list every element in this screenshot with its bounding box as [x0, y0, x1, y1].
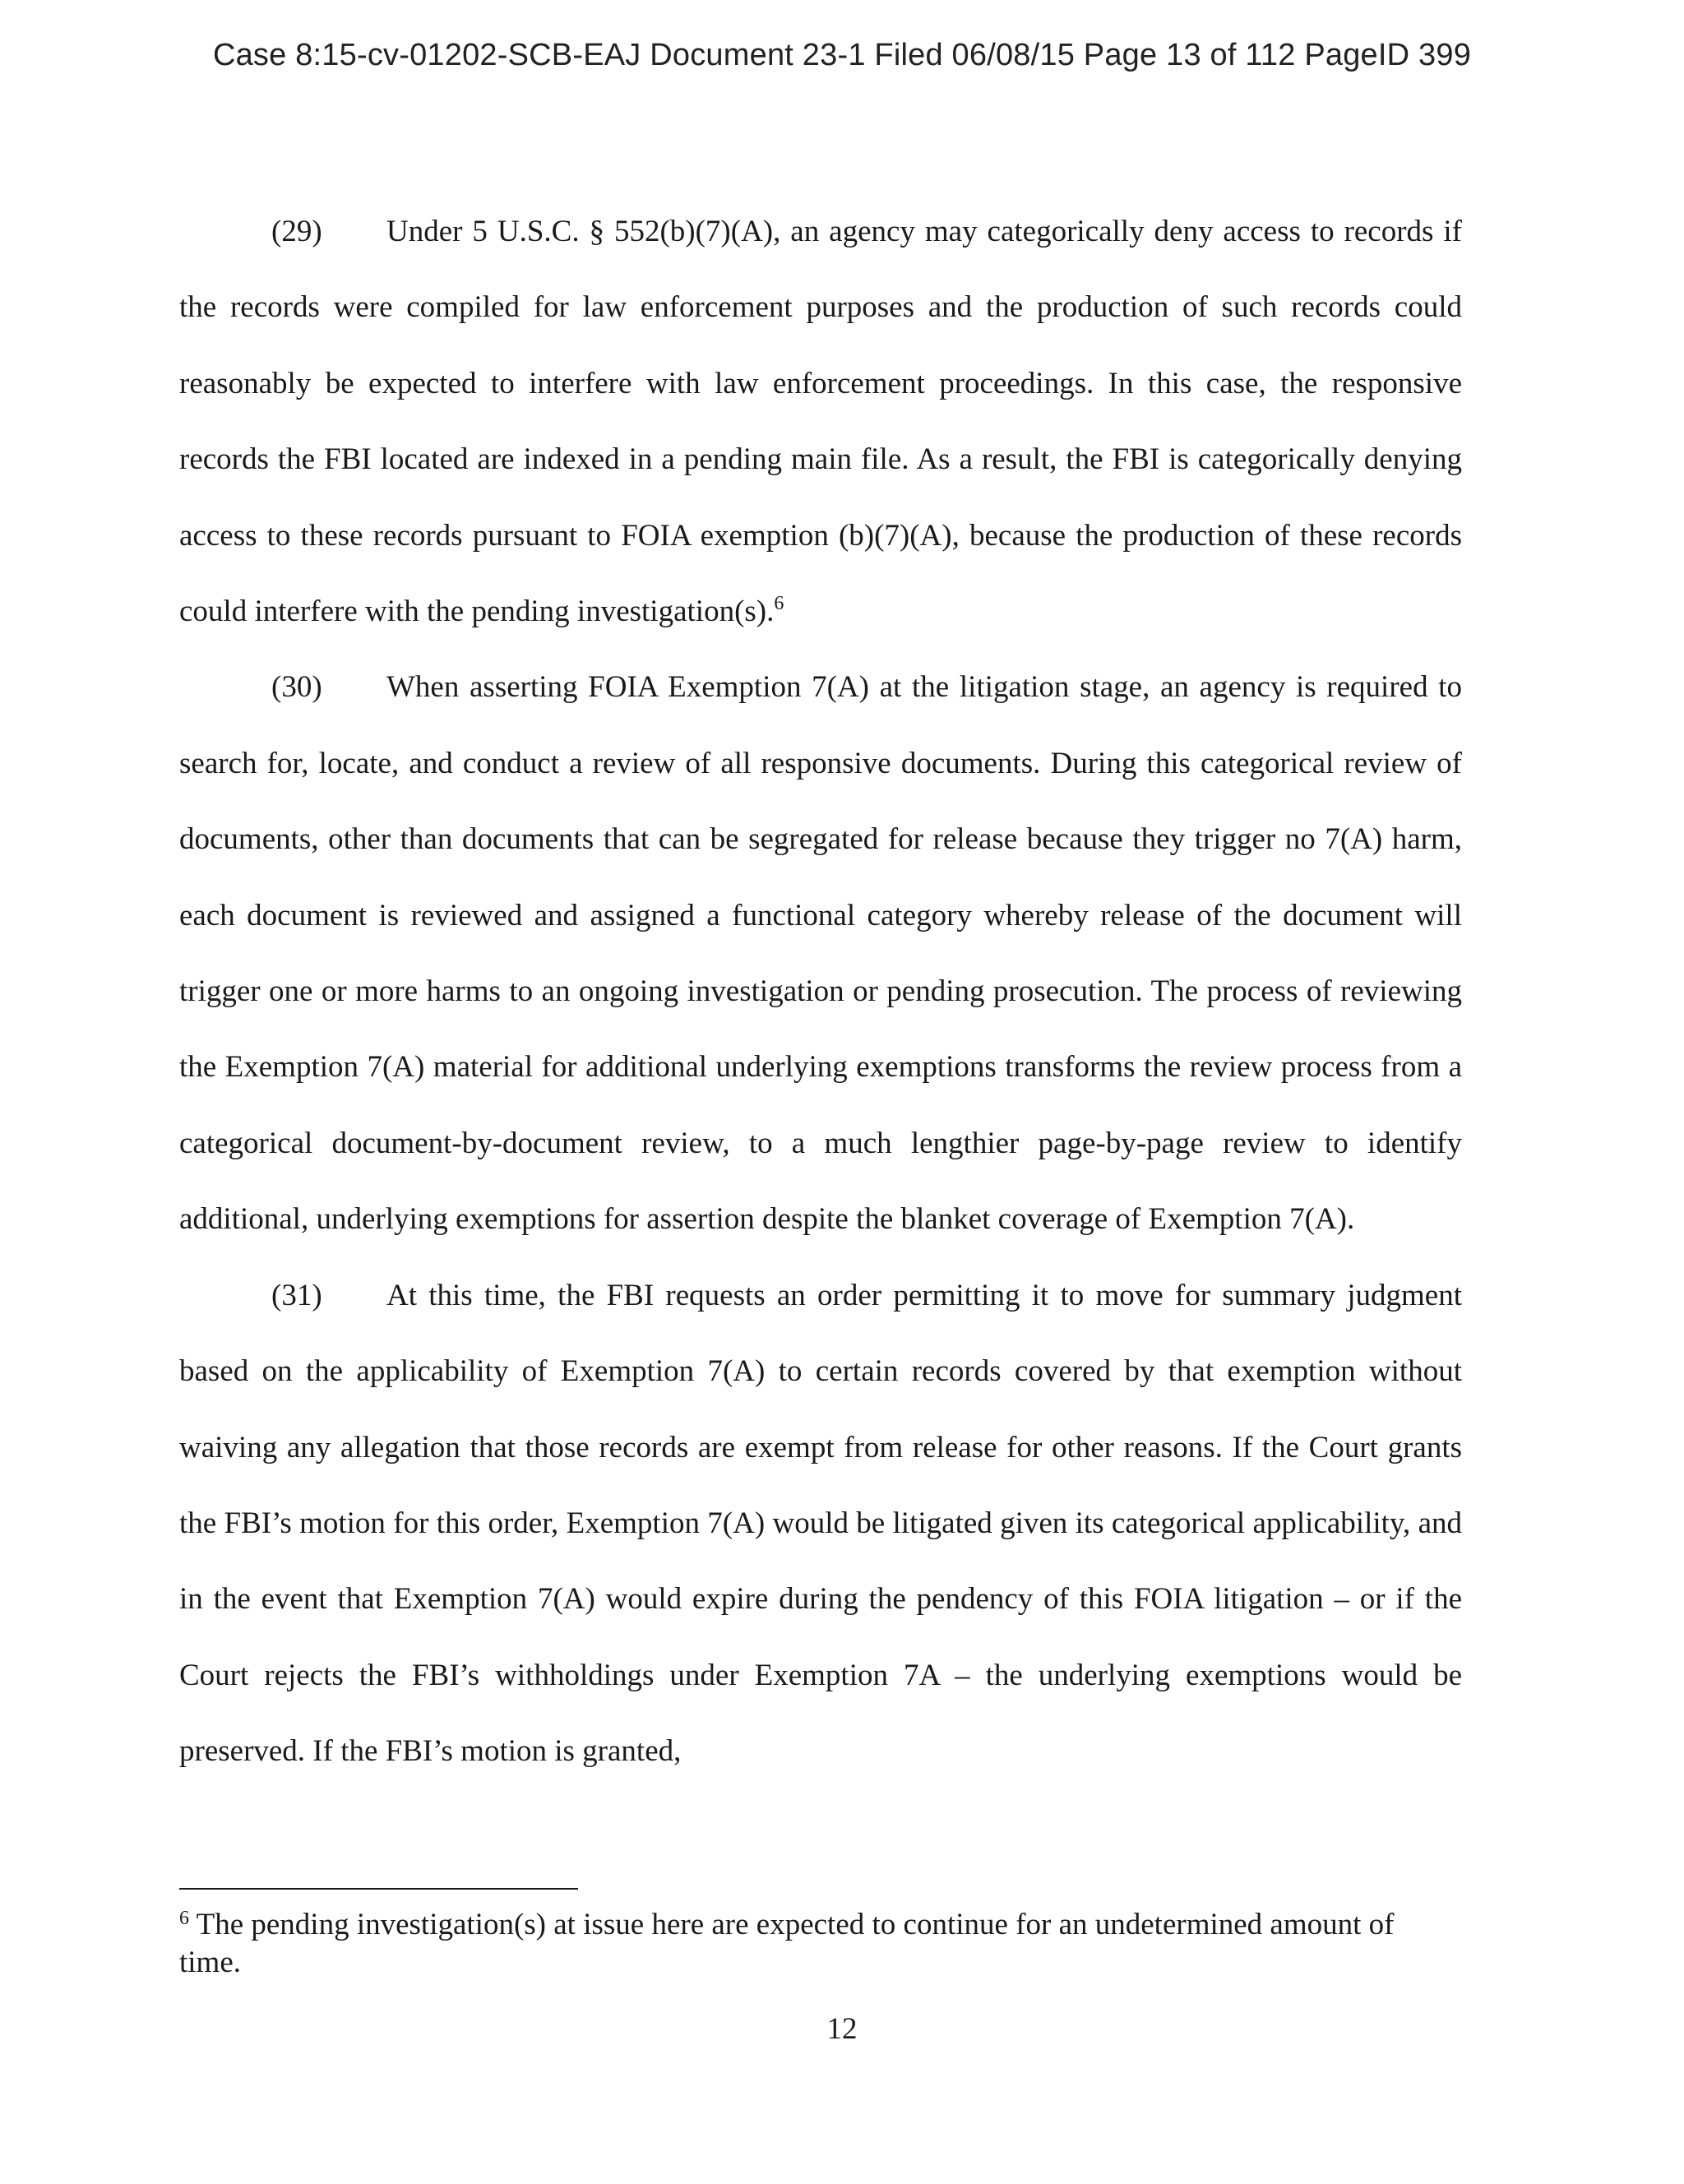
case-header: Case 8:15-cv-01202-SCB-EAJ Document 23-1 Filed 06/08/15 Page 13 of 112 PageID 399 [212, 38, 1472, 72]
paragraph-30 [179, 650, 1462, 1257]
paragraph-text: When asserting FOIA Exemption 7(A) at the litigation stage, an agency is required to search for, locate, and conduct a review of all responsive documents. During this categorical review of documents, other than documents that can be segregated for release because they trigger no 7(A) harm, each document is reviewed and assigned a functional category whereby release of the document will trigger one or more harms to an ongoing investigation or pending prosecution. The process of reviewing the Exemption 7(A) material for additional underlying exemptions transforms the review process from a categorical document-by-document review, to a much lengthier page-by-page review to identify additional, underlying exemptions for assertion despite the blanket coverage of Exemption 7(A). [179, 670, 1462, 1237]
footnote-marker: 6 [179, 1908, 189, 1929]
paragraph-number: (30) [271, 670, 322, 705]
document-body [179, 194, 1462, 1790]
footnote-reference: 6 [774, 593, 784, 615]
paragraph-29 [179, 194, 1462, 650]
page-number: 12 [826, 2012, 858, 2046]
paragraph-number: (29) [271, 215, 322, 248]
footnote-text: The pending investigation(s) at issue here are expected to continue for an undetermined amount of time. [179, 1908, 1395, 1979]
paragraph-number: (31) [271, 1278, 322, 1312]
paragraph-31 [179, 1258, 1462, 1790]
footnote-divider [179, 1888, 578, 1890]
footnote [179, 1906, 1462, 1982]
paragraph-text: At this time, the FBI requests an order permitting it to move for summary judgment based on the applicability of Exemption 7(A) to certain records covered by that exemption without waiving any allegation that those records are exempt from release for other reasons. If the Court grants the FBI’s motion for this order, Exemption 7(A) would be litigated given its categorical applicability, and in the event that Exemption 7(A) would expire during the pendency of this FOIA litigation – or if the Court rejects the FBI’s withholdings under Exemption 7A – the underlying exemptions would be preserved. If the FBI’s motion is granted, [179, 1278, 1462, 1769]
paragraph-text: Under 5 U.S.C. § 552(b)(7)(A), an agency may categorically deny access to records if the records were compiled for law enforcement purposes and the production of such records could reasonably be expected to interfere with law enforcement proceedings. In this case, the responsive records the FBI located are indexed in a pending main file. As a result, the FBI is categorically denying access to these records pursuant to FOIA exemption (b)(7)(A), because the production of these records could interfere with the pending investigation(s). [179, 215, 1462, 629]
